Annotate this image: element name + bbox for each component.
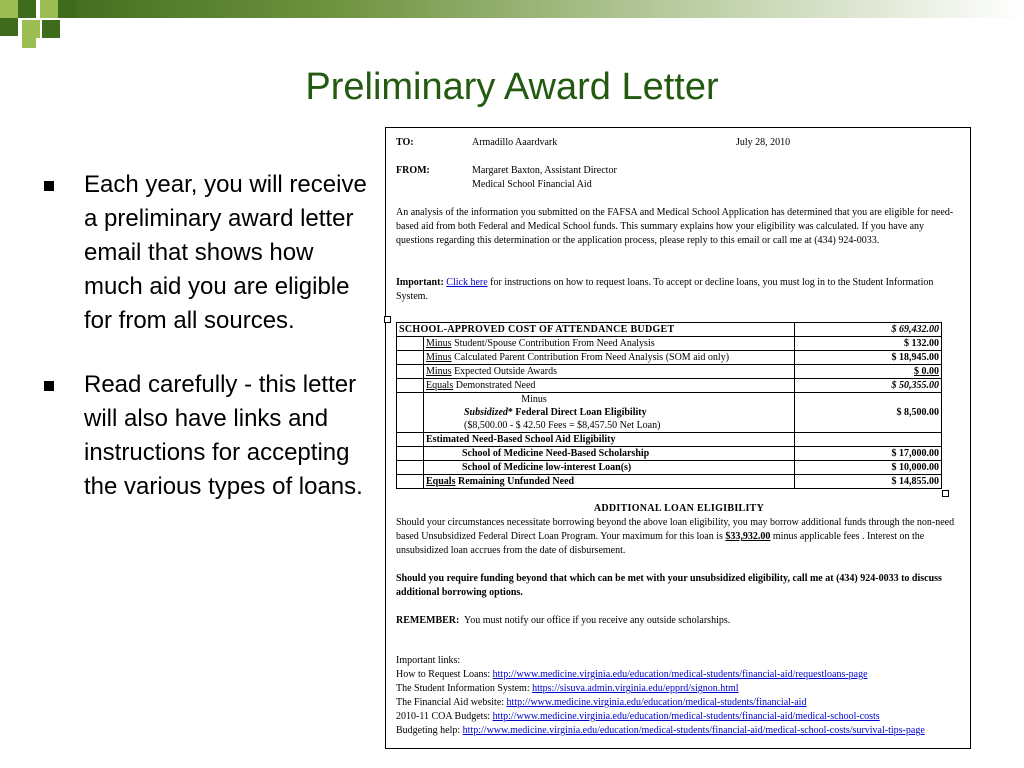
table-gutter xyxy=(397,433,424,447)
request-loans-link[interactable]: http://www.medicine.virginia.edu/education/medical-students/financial-aid/requestloans-page xyxy=(492,669,868,680)
remaining-amount: $ 14,855.00 xyxy=(795,475,942,489)
table-resize-handle xyxy=(384,316,391,323)
link-label: The Student Information System: xyxy=(396,683,530,694)
square-bullet-icon xyxy=(44,381,54,391)
header-square xyxy=(58,0,76,18)
table-row xyxy=(397,461,942,475)
table-gutter xyxy=(397,393,424,433)
bold-note: Should you require funding beyond that which can be met with your unsubsidized eligibility, call me at (434) 924-0033 to discuss additional borrowing options. xyxy=(396,573,942,598)
link-line xyxy=(396,710,962,724)
bullet-text: Each year, you will receive a preliminary award letter email that shows how much aid you are eligible for from all sources. xyxy=(84,171,367,334)
row-text: Calculated Parent Contribution From Need Analysis (SOM aid only) xyxy=(454,352,730,363)
table-row xyxy=(397,447,942,461)
header-square xyxy=(22,38,36,48)
table-resize-handle xyxy=(942,490,949,497)
link-line xyxy=(396,668,962,682)
row-text: Student/Spouse Contribution From Need Analysis xyxy=(454,338,655,349)
decorative-header xyxy=(0,0,1024,48)
budget-row-amount: $ 50,355.00 xyxy=(795,379,942,393)
table-row xyxy=(397,365,942,379)
link-label: The Financial Aid website: xyxy=(396,697,505,708)
coa-budgets-link[interactable]: http://www.medicine.virginia.edu/education/medical-students/financial-aid/medical-school-costs xyxy=(492,711,880,722)
link-line xyxy=(396,724,956,738)
from-row-2 xyxy=(396,178,962,192)
amount-underlined: $ 0.00 xyxy=(914,366,939,377)
from-row xyxy=(396,164,962,178)
lowint-amount: $ 10,000.00 xyxy=(795,461,942,475)
financial-aid-link[interactable]: http://www.medicine.virginia.edu/education/medical-students/financial-aid xyxy=(506,697,807,708)
scholarship-label: School of Medicine Need-Based Scholarship xyxy=(424,447,795,461)
important-label: Important: xyxy=(396,277,444,288)
letter-date: July 28, 2010 xyxy=(736,137,791,148)
row-prefix: Equals xyxy=(426,476,456,487)
budget-row-amount xyxy=(795,365,942,379)
slide-title: Preliminary Award Letter xyxy=(305,66,719,108)
row-prefix: Equals xyxy=(426,380,454,391)
budget-row-label xyxy=(424,337,795,351)
table-row xyxy=(397,393,942,433)
remaining-label xyxy=(424,475,795,489)
budget-row-amount: $ 132.00 xyxy=(795,337,942,351)
additional-text-1: Should your circumstances necessitate borrowing beyond the above loan eligibility, you may borrow additional funds through the non-need based Unsubsidized Federal Direct Loan Program. Your maximum for this loan is xyxy=(396,517,955,542)
row-text: Remaining Unfunded Need xyxy=(457,476,575,487)
budget-header-label: SCHOOL-APPROVED COST OF ATTENDANCE BUDGET xyxy=(397,323,795,337)
from-office: Medical School Financial Aid xyxy=(472,179,592,190)
remember-paragraph xyxy=(396,614,962,628)
remember-label: REMEMBER: xyxy=(396,615,460,626)
header-square xyxy=(42,20,60,38)
budget-row-label xyxy=(424,379,795,393)
table-row xyxy=(397,379,942,393)
bullet-item xyxy=(40,368,370,504)
subsidized-amount: $ 8,500.00 xyxy=(795,393,942,433)
links-heading: Important links: xyxy=(396,655,461,666)
table-gutter xyxy=(397,461,424,475)
link-label: Budgeting help: xyxy=(396,725,461,736)
link-label: How to Request Loans: xyxy=(396,669,491,680)
from-block xyxy=(396,164,962,192)
scholarship-amount: $ 17,000.00 xyxy=(795,447,942,461)
empty-amount xyxy=(795,433,942,447)
intro-paragraph: An analysis of the information you submitted on the FAFSA and Medical School Application has determined that you are eligible for need-based aid from both Federal and Medical School funds. This summary explains how your eligibility was calculated. If you have any questions regarding this determination or the application process, please reply to this email or call me at (434) 924-0033. xyxy=(396,207,954,246)
to-row xyxy=(396,136,962,150)
header-square xyxy=(0,18,18,36)
row-text: Expected Outside Awards xyxy=(454,366,558,377)
subsidized-line xyxy=(426,406,792,419)
table-row xyxy=(397,323,942,337)
square-bullet-icon xyxy=(44,181,54,191)
link-label: 2010-11 COA Budgets: xyxy=(396,711,491,722)
important-text: for instructions on how to request loans. To accept or decline loans, you must log in to the Student Information System. xyxy=(396,277,934,302)
additional-title: ADDITIONAL LOAN ELIGIBILITY xyxy=(593,503,765,514)
budget-header-amount: $ 69,432.00 xyxy=(795,323,942,337)
click-here-link[interactable]: Click here xyxy=(446,277,488,288)
table-row xyxy=(397,475,942,489)
table-row xyxy=(397,433,942,447)
lowint-label: School of Medicine low-interest Loan(s) xyxy=(424,461,795,475)
bullet-item xyxy=(40,168,370,338)
table-gutter xyxy=(397,365,424,379)
from-name: Margaret Baxton, Assistant Director xyxy=(472,165,617,176)
subsidized-detail: ($8,500.00 - $ 42.50 Fees = $8,457.50 Net Loan) xyxy=(464,420,661,431)
link-line xyxy=(396,682,962,696)
to-value: Armadillo Aaardvark xyxy=(472,137,558,148)
budget-table xyxy=(396,322,942,489)
important-paragraph xyxy=(396,276,956,304)
table-gutter xyxy=(397,337,424,351)
subsidized-word: Subsidized xyxy=(464,407,508,418)
row-prefix: Minus xyxy=(426,338,452,349)
link-line xyxy=(396,696,962,710)
additional-text-2: minus applicable fees . Interest on the unsubsidized loan accrues from the date of disbursement. xyxy=(396,531,925,556)
row-text: Demonstrated Need xyxy=(455,380,536,391)
sis-link[interactable]: https://sisuva.admin.virginia.edu/epprd/signon.html xyxy=(532,683,739,694)
budget-row-label xyxy=(424,365,795,379)
table-gutter xyxy=(397,379,424,393)
estimated-label: Estimated Need-Based School Aid Eligibility xyxy=(424,433,795,447)
table-gutter xyxy=(397,447,424,461)
important-links xyxy=(396,654,962,738)
table-row xyxy=(397,337,942,351)
row-prefix: Minus xyxy=(426,366,452,377)
header-square xyxy=(22,20,40,38)
from-label: FROM: xyxy=(396,165,430,176)
award-letter-screenshot xyxy=(385,127,971,749)
minus-word: Minus xyxy=(521,394,547,405)
header-gradient-band xyxy=(40,0,1024,18)
table-gutter xyxy=(397,475,424,489)
bullet-text: Read carefully - this letter will also have links and instructions for accepting the various types of loans. xyxy=(84,371,363,500)
header-square xyxy=(0,0,18,18)
budgeting-help-link[interactable]: http://www.medicine.virginia.edu/education/medical-students/financial-aid/medical-school-costs/survival-tips-page xyxy=(462,725,925,736)
subsidized-rest: * Federal Direct Loan Eligibility xyxy=(507,407,647,418)
table-gutter xyxy=(397,351,424,365)
to-label: TO: xyxy=(396,137,414,148)
subsidized-cell xyxy=(424,393,795,433)
letter-body xyxy=(396,136,962,736)
additional-max-amount: $33,932.00 xyxy=(725,531,771,542)
budget-row-amount: $ 18,945.00 xyxy=(795,351,942,365)
bullet-list xyxy=(40,168,370,534)
remember-text: You must notify our office if you receive any outside scholarships. xyxy=(463,615,731,626)
header-square xyxy=(40,0,58,18)
budget-row-label xyxy=(424,351,795,365)
additional-paragraph xyxy=(396,516,962,558)
row-prefix: Minus xyxy=(426,352,452,363)
header-square xyxy=(18,0,36,18)
table-row xyxy=(397,351,942,365)
